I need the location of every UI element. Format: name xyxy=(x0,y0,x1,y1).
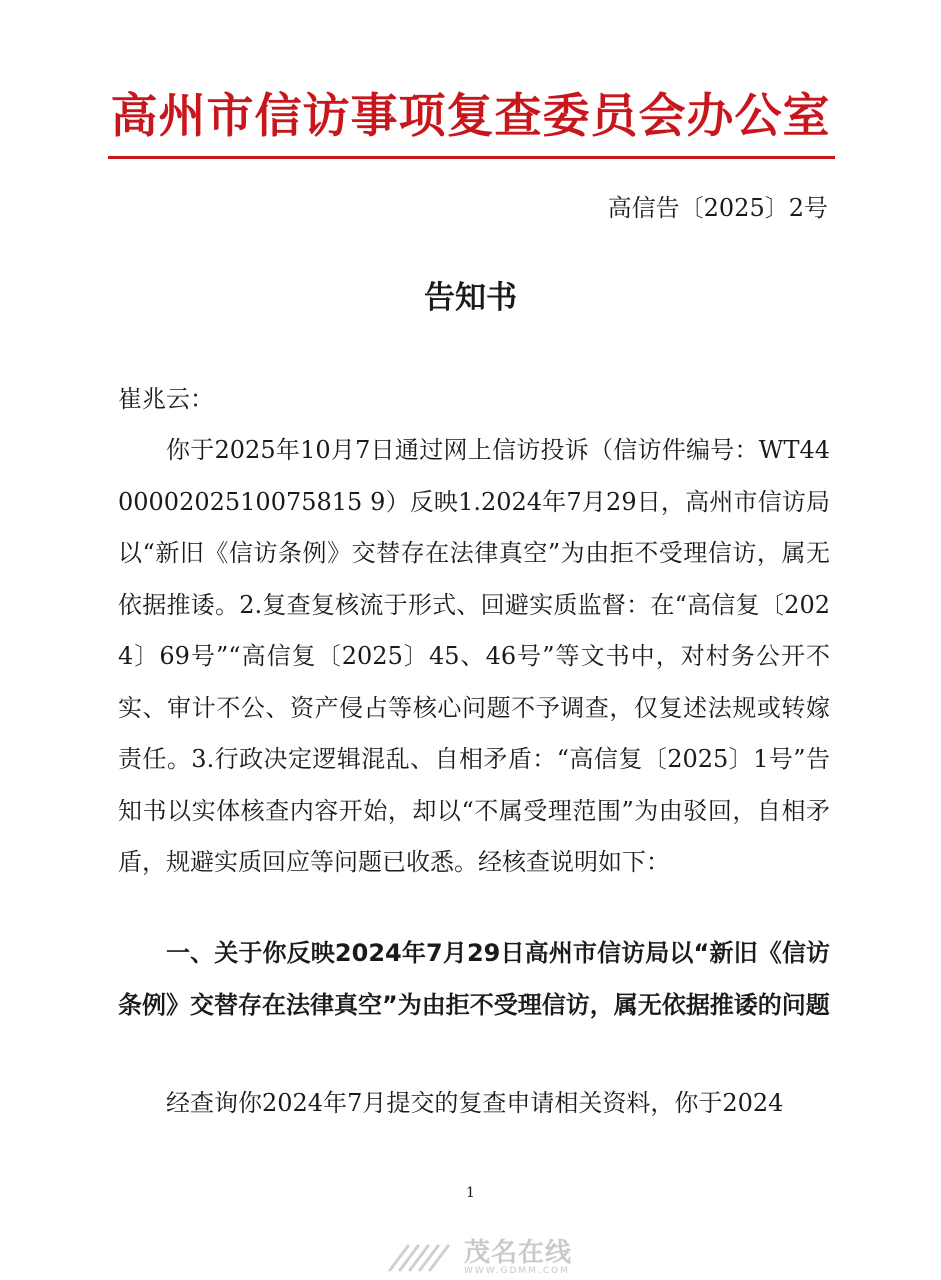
notice-title: 告知书 xyxy=(424,280,517,316)
body-paragraph-2: 经查询你2024年7月提交的复查申请相关资料，你于2024 xyxy=(166,1089,784,1117)
watermark-url: WWW.GDMM.COM xyxy=(464,1266,570,1276)
addressee: 崔兆云： xyxy=(118,385,214,413)
section-heading-1: 一、关于你反映2024年7月29日高州市信访局以“新旧《信访条例》交替存在法律真空”为由拒不受理信访，属无依据推诿的问题 xyxy=(118,939,830,1019)
document-number: 高信告〔2025〕2号 xyxy=(607,194,828,222)
gdmm-logo-icon xyxy=(386,1240,456,1274)
site-watermark xyxy=(386,1238,576,1278)
body-paragraph-1: 你于2025年10月7日通过网上信访投诉（信访件编号：WT440000202510075815 9）反映1.2024年7月29日，高州市信访局以“新旧《信访条例》交替存在法律真空”为由拒不受理信访，属无依据推诿。2.复查复核流于形式、回避实质监督：在“高信复〔2024〕69号”“高信复〔2025〕45、46号”等文书中，对村务公开不实、审计不公、资产侵占等核心问题不予调查，仅复述法规或转嫁责任。3.行政决定逻辑混乱、自相矛盾：“高信复〔2025〕1号”告知书以实体核查内容开始，却以“不属受理范围”为由驳回，自相矛盾，规避实质回应等问题已收悉。经核查说明如下： xyxy=(118,436,830,876)
header-red-rule xyxy=(108,156,835,159)
watermark-site-name: 茂名在线 xyxy=(464,1238,573,1268)
page-number: 1 xyxy=(466,1185,475,1201)
org-header-title: 高州市信访事项复查委员会办公室 xyxy=(110,89,831,144)
